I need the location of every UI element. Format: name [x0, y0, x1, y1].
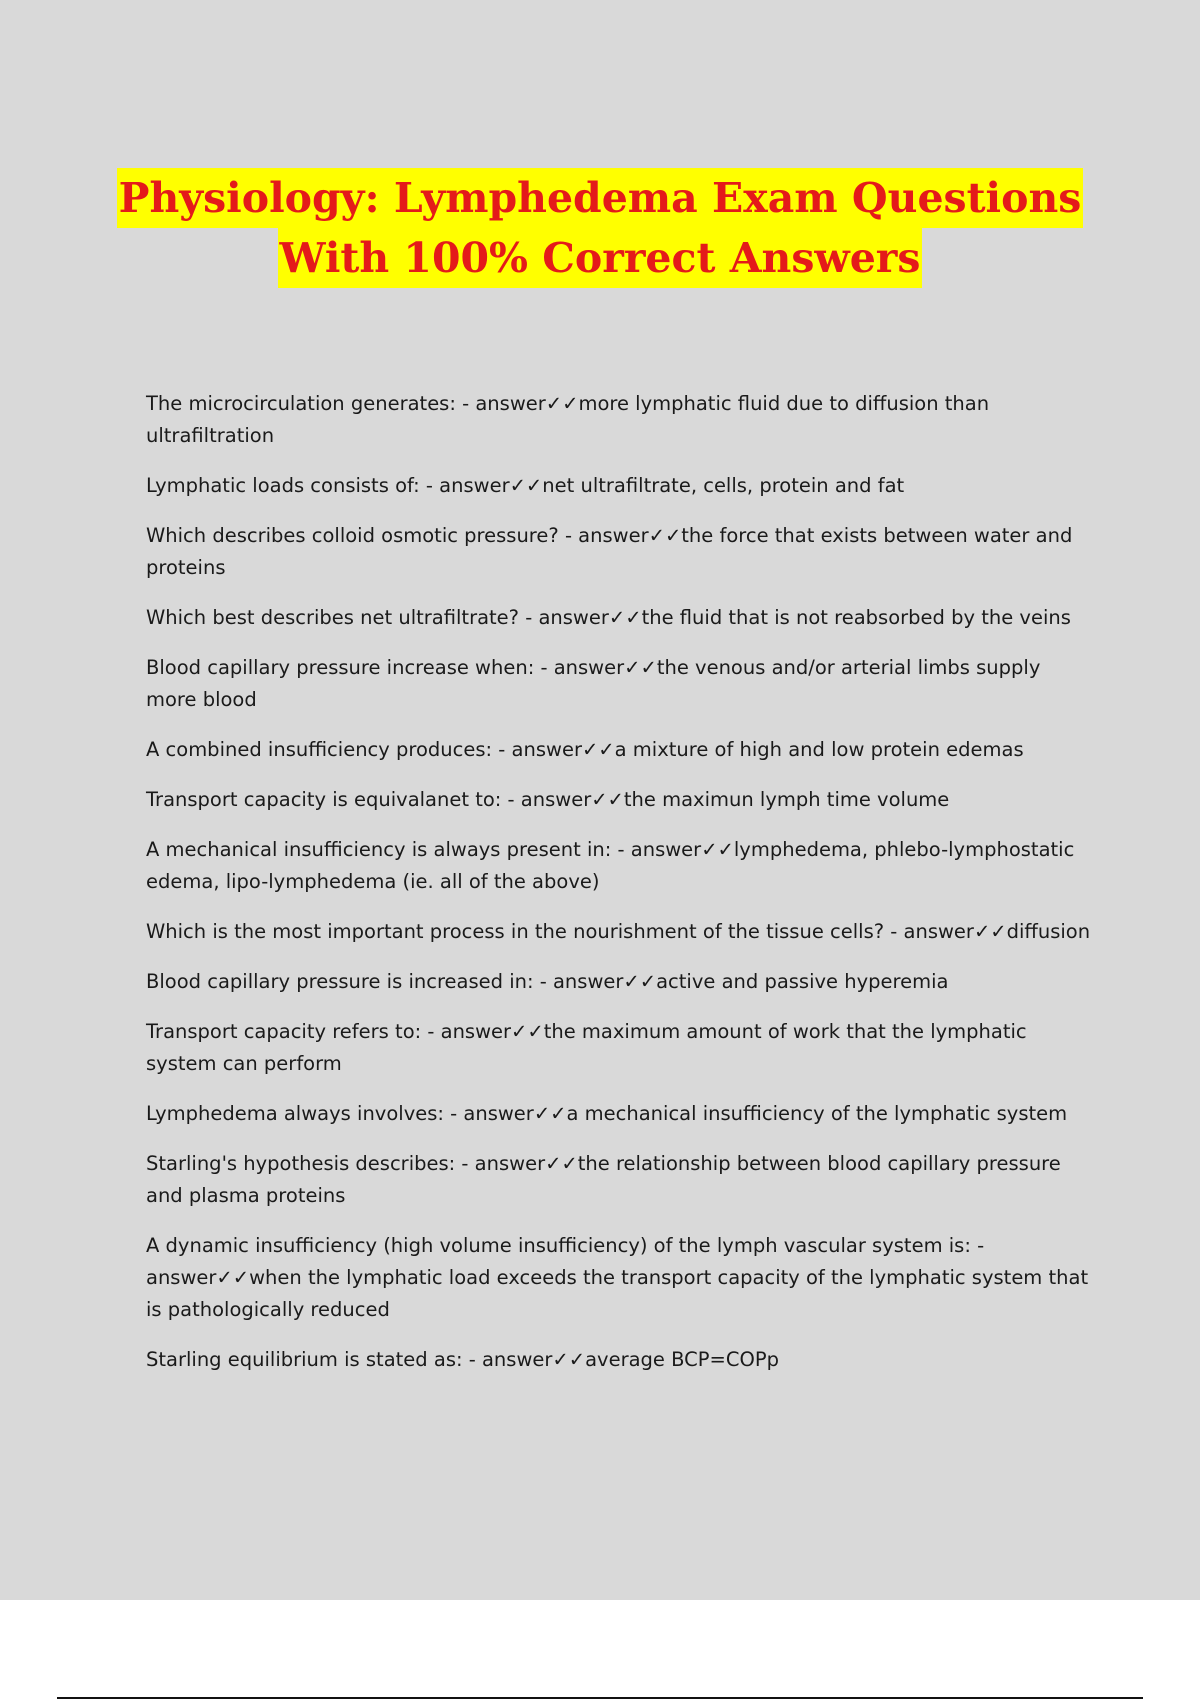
- qa-item-10: Blood capillary pressure is increased in: - answer✓✓active and passive hyperemia: [146, 970, 949, 993]
- qa-item-3: Which describes colloid osmotic pressure? - answer✓✓the force that exists between water and proteins: [146, 524, 1073, 579]
- page-separator-line: [57, 1697, 1143, 1699]
- title-line-1: Physiology: Lymphedema Exam Questions: [117, 168, 1084, 228]
- qa-item-2: Lymphatic loads consists of: - answer✓✓net ultrafiltrate, cells, protein and fat: [146, 474, 905, 497]
- qa-item-9: Which is the most important process in the nourishment of the tissue cells? - answer✓✓diffusion: [146, 920, 1091, 943]
- qa-item-1: The microcirculation generates: - answer✓✓more lymphatic fluid due to diffusion than ultrafiltration: [146, 392, 990, 447]
- qa-item-11: Transport capacity refers to: - answer✓✓the maximum amount of work that the lymphatic system can perform: [146, 1020, 1027, 1075]
- qa-item-6: A combined insufficiency produces: - answer✓✓a mixture of high and low protein edemas: [146, 738, 1024, 761]
- qa-item-7: Transport capacity is equivalanet to: - answer✓✓the maximun lymph time volume: [146, 788, 950, 811]
- qa-item-4: Which best describes net ultrafiltrate? - answer✓✓the fluid that is not reabsorbed by the veins: [146, 606, 1071, 629]
- question-answer-list: [146, 388, 1096, 1394]
- document-title: [0, 168, 1200, 288]
- qa-item-15: Starling equilibrium is stated as: - answer✓✓average BCP=COPp: [146, 1348, 779, 1371]
- qa-item-5: Blood capillary pressure increase when: - answer✓✓the venous and/or arterial limbs supply more blood: [146, 656, 1041, 711]
- qa-item-13: Starling's hypothesis describes: - answer✓✓the relationship between blood capillary pressure and plasma proteins: [146, 1152, 1061, 1207]
- title-line-2: With 100% Correct Answers: [278, 228, 923, 288]
- qa-item-8: A mechanical insufficiency is always present in: - answer✓✓lymphedema, phlebo-lymphostatic edema, lipo-lymphedema (ie. all of the above): [146, 838, 1075, 893]
- qa-item-14: A dynamic insufficiency (high volume insufficiency) of the lymph vascular system is: - answer✓✓when the lymphatic load exceeds the transport capacity of the lymphatic system that is pathologically reduced: [146, 1234, 1089, 1321]
- qa-item-12: Lymphedema always involves: - answer✓✓a mechanical insufficiency of the lymphatic system: [146, 1102, 1068, 1125]
